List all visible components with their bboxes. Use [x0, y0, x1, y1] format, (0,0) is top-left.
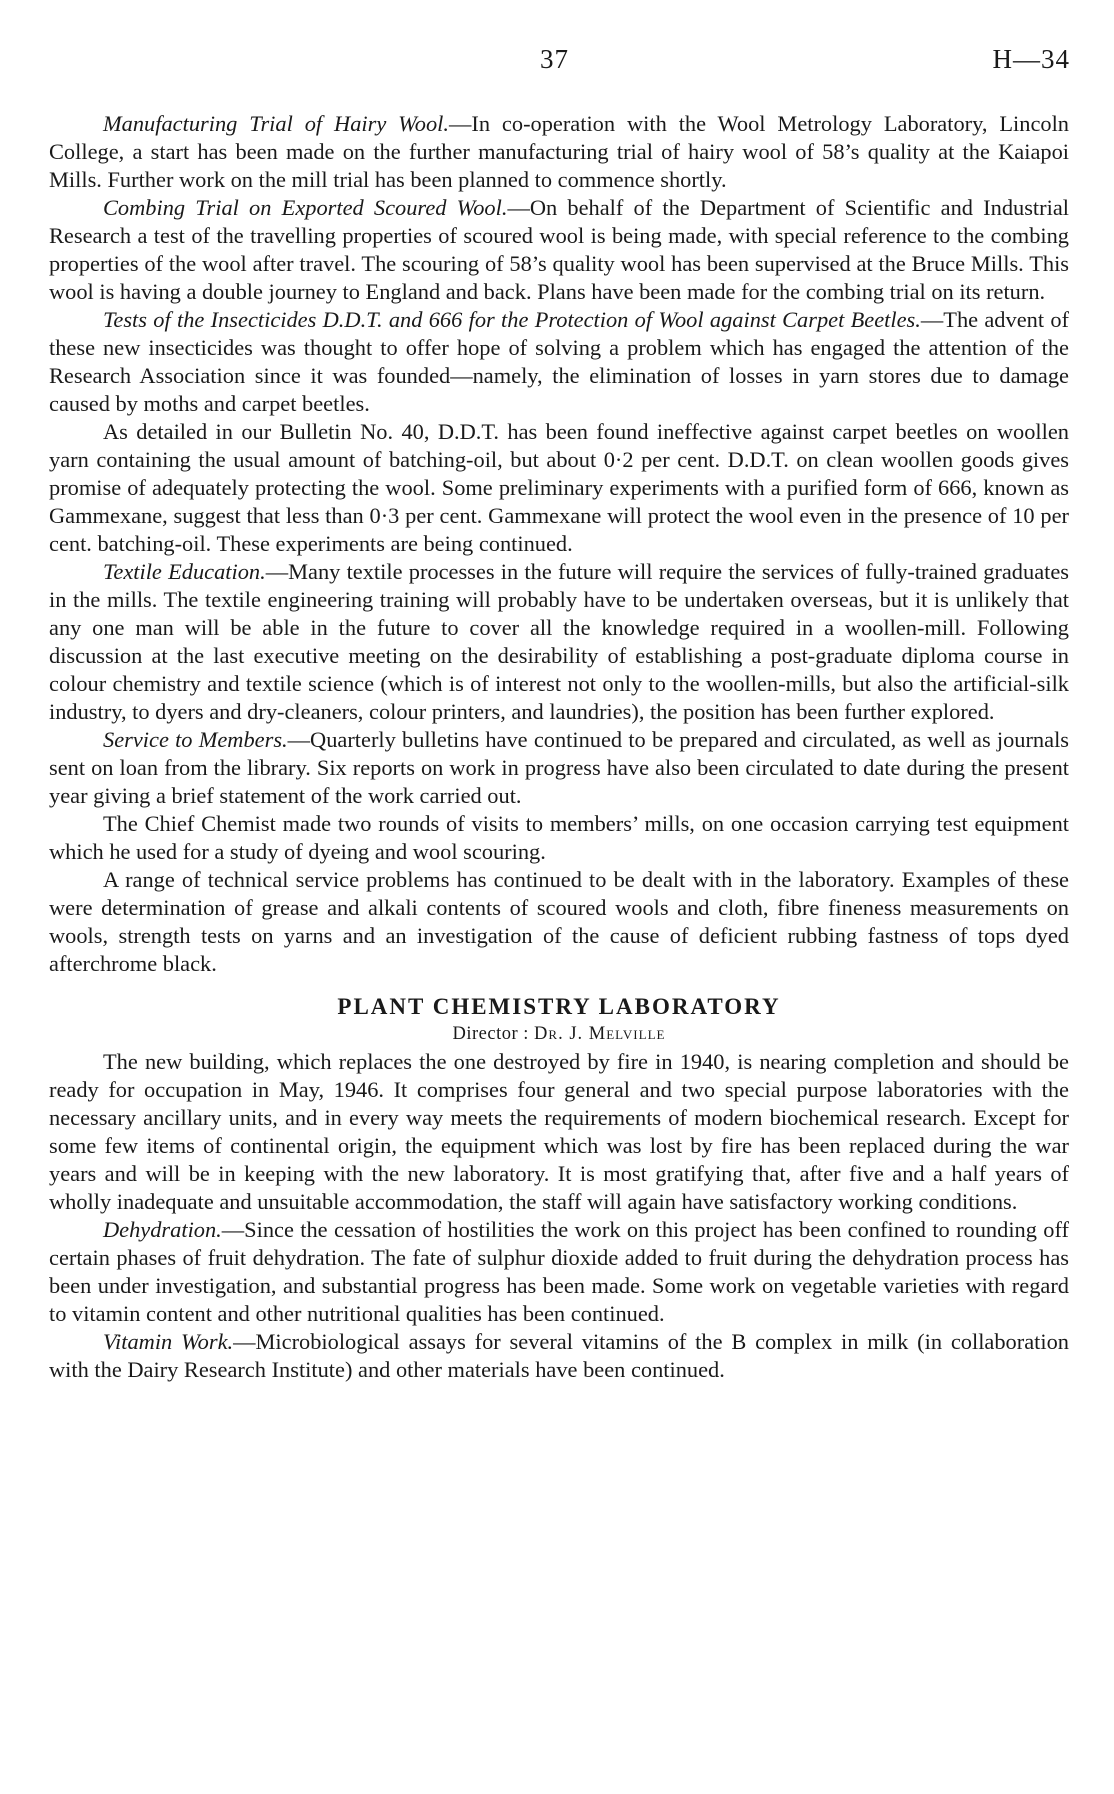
paragraph-ddt-results: [49, 418, 1069, 558]
paragraph-title: Tests of the Insecticides D.D.T. and 666 for the Protection of Wool against Carpet Beetles.: [103, 307, 921, 332]
paragraph-text: —In co-operation with the Wool Metrology Laboratory, Lincoln College, a start has been made on the further manufacturing trial of hairy wool of 58’s quality at the Kaiapoi Mills. Further work on the mill trial has been planned to commence shortly.: [49, 111, 1069, 192]
paragraph-chief-chemist: [49, 810, 1069, 866]
section-heading: PLANT CHEMISTRY LABORATORY: [337, 994, 781, 1019]
paragraph-text: The new building, which replaces the one destroyed by fire in 1940, is nearing completion and should be ready for occupation in May, 1946. It comprises four general and two special purpose laboratories with the necessary ancillary units, and in every way meets the requirements of modern biochemical research. Except for some few items of continental origin, the equipment which was lost by fire has been replaced during the war years and will be in keeping with the new laboratory. It is most gratifying that, after five and a half years of wholly inadequate and unsuitable accommodation, the staff will again have satisfactory working conditions.: [49, 1049, 1069, 1214]
paragraph-dehydration: [49, 1216, 1069, 1328]
paragraph-text: —The advent of these new insecticides was thought to offer hope of solving a problem which has engaged the attention of the Research Association since it was founded—namely, the elimination of losses in yarn stores due to damage caused by moths and carpet beetles.: [49, 307, 1070, 416]
paragraph-text: A range of technical service problems has continued to be dealt with in the laboratory. Examples of these were determination of grease and alkali contents of scoured wools and cloth, fibre fineness measurements on wools, strength tests on yarns and an investigation of the cause of deficient rubbing fastness of tops dyed afterchrome black.: [49, 867, 1069, 976]
body-text: [49, 110, 1069, 1384]
paragraph-combing-trial: [49, 194, 1069, 306]
paragraph-text: As detailed in our Bulletin No. 40, D.D.T. has been found ineffective against carpet beetles on woollen yarn containing the usual amount of batching-oil, but about 0·2 per cent. D.D.T. on clean woollen goods gives promise of adequately protecting the wool. Some preliminary experiments with a purified form of 666, known as Gammexane, suggest that less than 0·3 per cent. Gammexane will protect the wool even in the presence of 10 per cent. batching-oil. These experiments are being continued.: [49, 419, 1069, 556]
director-line: [49, 1022, 1069, 1046]
director-name: Dr. J. Melville: [534, 1024, 666, 1044]
paragraph-title: Service to Members.: [103, 727, 288, 752]
paragraph-title: Dehydration.: [103, 1217, 222, 1242]
paragraph-vitamin-work: [49, 1328, 1069, 1384]
director-label: Director :: [452, 1024, 529, 1044]
paragraph-text: —Many textile processes in the future will require the services of fully-trained graduates in the mills. The textile engineering training will probably have to be undertaken overseas, but it is unlikely that any one man will be able in the future to cover all the knowledge required in a woollen-mill. Following discussion at the last executive meeting on the desirability of establishing a post-graduate diploma course in colour chemistry and textile science (which is of interest not only to the woollen-mills, but also the artificial-silk industry, to dyers and dry-cleaners, colour printers, and laundries), the position has been further explored.: [49, 559, 1070, 724]
paragraph-text: —Quarterly bulletins have continued to be prepared and circulated, as well as journals sent on loan from the library. Six reports on work in progress have also been circulated to date during the present year giving a brief statement of the work carried out.: [49, 727, 1069, 808]
paragraph-service-to-members: [49, 726, 1069, 810]
paragraph-title: Textile Education.: [103, 559, 266, 584]
paragraph-technical-service: [49, 866, 1069, 978]
paragraph-text: —Microbiological assays for several vitamins of the B complex in milk (in collaboration with the Dairy Research Institute) and other materials have been continued.: [49, 1329, 1069, 1382]
report-code: H—34: [992, 44, 1070, 74]
paragraph-insecticides: [49, 306, 1069, 418]
page-header: [0, 44, 1114, 80]
paragraph-textile-education: [49, 558, 1069, 726]
paragraph-title: Manufacturing Trial of Hairy Wool.: [103, 111, 449, 136]
paragraph-text: —On behalf of the Department of Scientific and Industrial Research a test of the travelling properties of scoured wool is being made, with special reference to the combing properties of the wool after travel. The scouring of 58’s quality wool has been supervised at the Bruce Mills. This wool is having a double journey to England and back. Plans have been made for the combing trial on its return.: [49, 195, 1069, 304]
paragraph-text: The Chief Chemist made two rounds of visits to members’ mills, on one occasion carrying test equipment which he used for a study of dyeing and wool scouring.: [49, 811, 1069, 864]
page-number: 37: [540, 44, 569, 74]
paragraph-new-building: [49, 1048, 1069, 1216]
paragraph-text: —Since the cessation of hostilities the work on this project has been confined to rounding off certain phases of fruit dehydration. The fate of sulphur dioxide added to fruit during the dehydration process has been under investigation, and substantial progress has been made. Some work on vegetable varieties with regard to vitamin content and other nutritional qualities has been continued.: [49, 1217, 1069, 1326]
paragraph-manufacturing-trial: [49, 110, 1069, 194]
paragraph-title: Combing Trial on Exported Scoured Wool.: [103, 195, 508, 220]
paragraph-title: Vitamin Work.: [103, 1329, 234, 1354]
